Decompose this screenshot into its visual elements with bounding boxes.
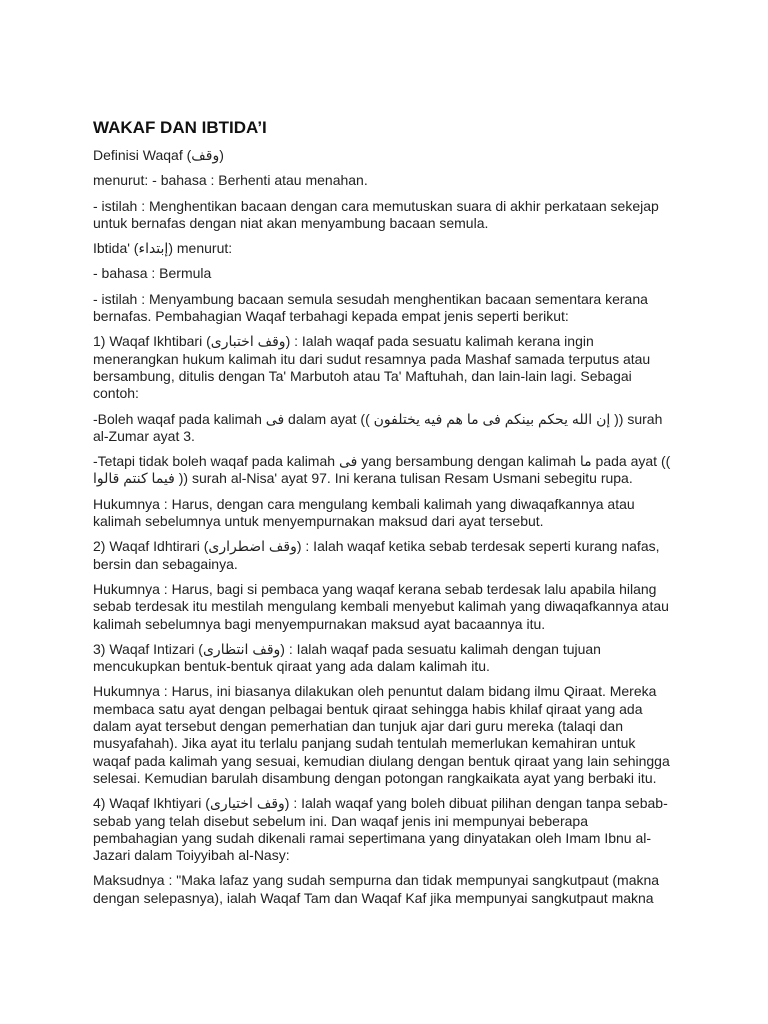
paragraph-hukum-ikhtibari: Hukumnya : Harus, dengan cara mengulang kembali kalimah yang diwaqafkannya atau kalimah sebelumnya untuk menyempurnakan maksud dari ayat tersebut. xyxy=(93,495,635,530)
paragraph-waqaf-intizari: 3) Waqaf Intizari (وقف انتظارى) : Ialah waqaf pada sesuatu kalimah dengan tujuan mencukupkan bentuk-bentuk qiraat yang ada dalam kalimah itu. xyxy=(93,640,601,675)
paragraph-waqaf-bahasa: menurut: - bahasa : Berhenti atau menahan. xyxy=(93,172,368,189)
paragraph-definisi-waqaf: Definisi Waqaf (وقف) xyxy=(93,147,224,163)
paragraph-waqaf-istilah: - istilah : Menghentikan bacaan dengan cara memutuskan suara di akhir perkataan sekejap untuk bernafas dengan niat akan menyambung bacaan semula. xyxy=(93,197,659,231)
paragraph-hukum-intizari: Hukumnya : Harus, ini biasanya dilakukan oleh penuntut dalam bidang ilmu Qiraat. Mereka membaca satu ayat dengan pelbagai bentuk qiraat sehingga habis khilaf qiraat yang ada dalam ayat tersebut dengan pemerhatian dan tunjuk ajar dari guru mereka (talaqi dan musyafahah). Jika ayat itu terlalu panjang sudah tentulah memerlukan kemahiran untuk waqaf pada kalimah yang sesuai, kemudian diulang dengan bentuk qiraat yang lain sehingga selesai. Kemudian barulah disambung dengan potongan rangkaikata ayat yang berbaki itu. xyxy=(93,683,670,786)
paragraph-contoh-tidak-boleh: -Tetapi tidak boleh waqaf pada kalimah فى yang bersambung dengan kalimah ما pada ayat (( فيما كنتم قالوا )) surah al-Nisa' ayat 97. Ini kerana tulisan Resam Usmani sebegitu rupa. xyxy=(93,453,671,487)
paragraph-waqaf-ikhtiyari: 4) Waqaf Ikhtiyari (وقف اختيارى) : Ialah waqaf yang boleh dibuat pilihan dengan tanpa sebab-sebab yang telah disebut sebelum ini. Dan waqaf jenis ini mempunyai beberapa pembahagian yang sudah dikenali ramai sepertimana yang dinyatakan oleh Imam Ibnu al-Jazari dalam Toiyyibah al-Nasy: xyxy=(93,795,668,864)
document-page xyxy=(93,118,675,915)
paragraph-ibtida-istilah: - istilah : Menyambung bacaan semula sesudah menghentikan bacaan sementara kerana bernafas. Pembahagian Waqaf terbahagi kepada empat jenis seperti berikut: xyxy=(93,290,648,325)
paragraph-ibtida-bahasa: - bahasa : Bermula xyxy=(93,265,212,282)
paragraph-waqaf-ikhtibari: 1) Waqaf Ikhtibari (وقف اختبارى) : Ialah waqaf pada sesuatu kalimah kerana ingin menerangkan hukum kalimah itu dari sudut resamnya pada Mashaf samada terputus atau bersambung, ditulis dengan Ta' Marbutoh atau Ta' Maftuhah, dan lain-lain lagi. Sebagai contoh: xyxy=(93,333,651,402)
paragraph-waqaf-idhtirari: 2) Waqaf Idhtirari (وقف اضطرارى) : Ialah waqaf ketika sebab terdesak seperti kurang nafas, bersin dan sebagainya. xyxy=(93,538,660,572)
paragraph-hukum-idhtirari: Hukumnya : Harus, bagi si pembaca yang waqaf kerana sebab terdesak lalu apabila hilang sebab terdesak itu mestilah mengulang kembali menyebut kalimah yang diwaqafkannya atau kalimah sebelumnya bagi menyempurnakan maksud ayat bacaannya itu. xyxy=(93,580,669,632)
paragraph-contoh-boleh: -Boleh waqaf pada kalimah فى dalam ayat (( إن الله يحكم بينكم فى ما هم فيه يختلفون )) surah al-Zumar ayat 3. xyxy=(93,410,663,444)
paragraph-ibtida-definisi: Ibtida' (إبتداء) menurut: xyxy=(93,240,233,257)
document-title: WAKAF DAN IBTIDA’I xyxy=(93,118,267,137)
paragraph-maksudnya: Maksudnya : "Maka lafaz yang sudah sempurna dan tidak mempunyai sangkutpaut (makna dengan selepasnya), ialah Waqaf Tam dan Waqaf Kaf jika mempunyai sangkutpaut makna xyxy=(93,872,660,906)
